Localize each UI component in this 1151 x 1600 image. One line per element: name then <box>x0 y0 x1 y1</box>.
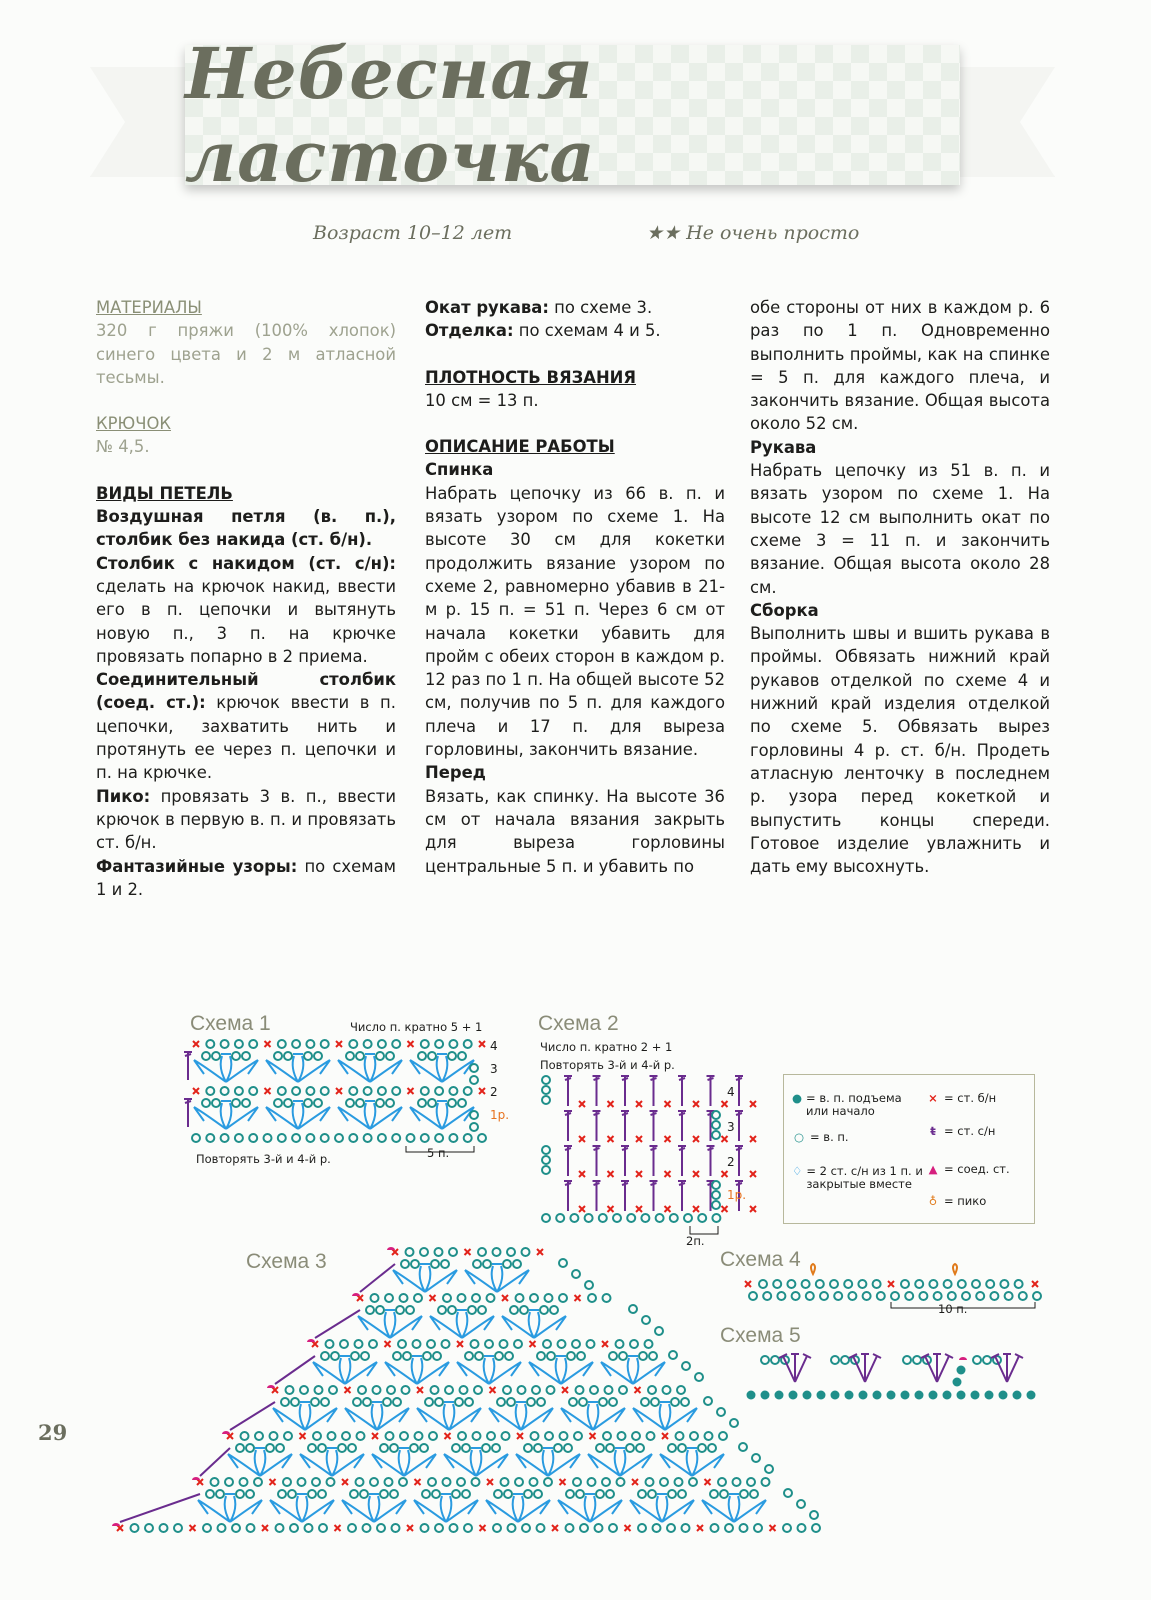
schema-1-diagram <box>184 1038 484 1148</box>
front-text-continued: обе стороны от них в каждом р. 6 раз по 1 п. Одновременно выполнить проймы, как на спинке = 5 п. для каждого плеча, и закончить вязание. Общая высота около 52 см. <box>750 298 1050 434</box>
schema-1-row-4: 4 <box>490 1039 498 1053</box>
sleeves-text: Набрать цепочку из 51 в. п. и вязать узором по схеме 1. На высоте 12 см выполнить окат по схеме 3 = 11 п. и закончить вязание. Общая высота около 28 см. <box>750 461 1050 597</box>
legend-box <box>783 1074 1035 1224</box>
stitches-heading: ВИДЫ ПЕТЕЛЬ <box>96 483 233 503</box>
schema-2-repeat: Повторять 3-й и 4-й р. <box>540 1058 675 1072</box>
sleeve-cap-line: Окат рукава: по схеме 3. <box>425 298 653 317</box>
schema-1-row-1: 1р. <box>490 1108 510 1122</box>
schema-5-title: Схема 5 <box>720 1324 801 1347</box>
schema-2-row-3: 3 <box>727 1120 735 1134</box>
stitch-picot: Пико: провязать 3 в. п., ввести крючок в первую в. п. и провязать ст. б/н. <box>96 786 396 853</box>
schema-2-diagram <box>540 1076 730 1226</box>
description-heading: ОПИСАНИЕ РАБОТЫ <box>425 437 615 457</box>
legend-slst: ▲ = соед. ст. <box>926 1163 1010 1176</box>
schema-2-note: Число п. кратно 2 + 1 <box>540 1040 673 1054</box>
title-banner <box>90 32 1055 198</box>
schema-3-title: Схема 3 <box>246 1250 327 1273</box>
schema-2-row-4: 4 <box>727 1085 735 1099</box>
schema-1-row-2: 2 <box>490 1085 498 1099</box>
legend-chain: ○ = в. п. <box>793 1130 849 1144</box>
column-1 <box>96 296 396 901</box>
dc2tog-icon: ♢ <box>792 1164 803 1178</box>
schema-2-row-2: 2 <box>727 1155 735 1169</box>
stitch-chain-sc: Воздушная петля (в. п.), столбик без накида (ст. б/н). <box>96 507 396 550</box>
schema-3-diagram <box>110 1240 850 1580</box>
dc-symbol-icon: ŧ <box>930 1124 936 1138</box>
schema-4-bracket: 10 п. <box>938 1302 968 1316</box>
legend-sc: × = ст. б/н <box>926 1092 996 1105</box>
page-title: Небесная ласточка <box>185 32 596 198</box>
materials-heading: МАТЕРИАЛЫ <box>96 298 202 317</box>
legend-dc2tog: ♢ = 2 ст. с/н из 1 п. и закрытые вместе <box>792 1164 923 1191</box>
schema-1-title: Схема 1 <box>190 1012 271 1035</box>
slst-icon: ▲ <box>928 1162 938 1176</box>
difficulty-label <box>646 222 859 244</box>
schema-4-title: Схема 4 <box>720 1248 801 1271</box>
cross-icon: × <box>928 1091 938 1105</box>
materials-text: 320 г пряжи (100% хлопок) синего цвета и 2 м атласной тесьмы. <box>96 321 396 387</box>
front-heading: Перед <box>425 763 486 783</box>
hook-text: № 4,5. <box>96 437 150 457</box>
assembly-text: Выполнить швы и вшить рукава в проймы. Обвязать нижний край рукавов отделкой по схеме 4 и нижний край изделия отделкой по схеме 5. Обвязать вырез горловины 4 р. ст. б/н. Продеть атласную ленточку в последнем р. узора перед кокеткой и выпустить концы спереди. Готовое изделие увлажнить и дать ему высохнуть. <box>750 624 1050 877</box>
filled-dot-icon: ● <box>792 1091 803 1105</box>
back-text: Набрать цепочку из 66 в. п. и вязать узором по схеме 1. На высоте 30 см для кокетки продолжить вязание узором по схеме 2, равномерно убавив в 21-м р. 15 п. = 51 п. Через 6 см от начала кокетки убавить для пройм с обеих сторон в каждом р. 12 раз по 1 п. На общей высоте 52 см, получив по 5 п. для каждого плеча и 17 п. для выреза горловины, закончить вязание. <box>425 483 725 760</box>
column-3 <box>750 296 1050 878</box>
schema-4-diagram <box>745 1262 1055 1312</box>
legend-dc: ŧ = ст. с/н <box>926 1125 995 1138</box>
gauge-text: 10 см = 13 п. <box>425 390 539 410</box>
schema-2-bracket: 2п. <box>686 1234 705 1248</box>
schema-1-note: Число п. кратно 5 + 1 <box>350 1020 483 1034</box>
stitch-dc: Столбик с накидом (ст. с/н): сделать на крючок накид, ввести его в п. цепочки и вытянуть новую п., 3 п. на крючке провязать попарно в 2 приема. <box>96 553 396 666</box>
assembly-heading: Сборка <box>750 600 819 620</box>
difficulty-text: Не очень просто <box>686 222 860 244</box>
stitch-slst: Соединительный столбик (соед. ст.): крючок ввести в п. цепочки, захватить нить и протянуть ее через п. цепочки и п. на крючке. <box>96 670 396 783</box>
stitch-fancy: Фантазийные узоры: по схемам 1 и 2. <box>96 856 396 899</box>
column-2 <box>425 296 725 878</box>
back-heading: Спинка <box>425 460 494 480</box>
picot-icon: ♁ <box>928 1194 938 1208</box>
legend-turning-chain: ● = в. п. подъема или начало <box>792 1091 902 1118</box>
finish-line: Отделка: по схемам 4 и 5. <box>425 321 661 341</box>
gauge-heading: ПЛОТНОСТЬ ВЯЗАНИЯ <box>425 367 637 387</box>
schema-5-diagram <box>745 1352 1055 1402</box>
legend-picot: ♁ = пико <box>926 1195 986 1208</box>
schema-1-bracket: 5 п. <box>427 1146 450 1160</box>
stars-icon: ★★ <box>646 222 681 244</box>
open-circle-icon: ○ <box>793 1130 805 1144</box>
ribbon-main <box>185 32 960 198</box>
age-label: Возраст 10–12 лет <box>313 222 513 244</box>
schema-1-row-3: 3 <box>490 1062 498 1076</box>
sleeves-heading: Рукава <box>750 437 817 457</box>
page-number: 29 <box>38 1420 68 1445</box>
front-text: Вязать, как спинку. На высоте 36 см от начала вязания закрыть для выреза горловины центральные 5 п. и убавить по <box>425 786 725 876</box>
schema-2-title: Схема 2 <box>538 1012 619 1035</box>
hook-heading: КРЮЧОК <box>96 414 171 434</box>
schema-2-row-1: 1р. <box>727 1188 747 1202</box>
schema-1-repeat: Повторять 3-й и 4-й р. <box>196 1152 331 1166</box>
